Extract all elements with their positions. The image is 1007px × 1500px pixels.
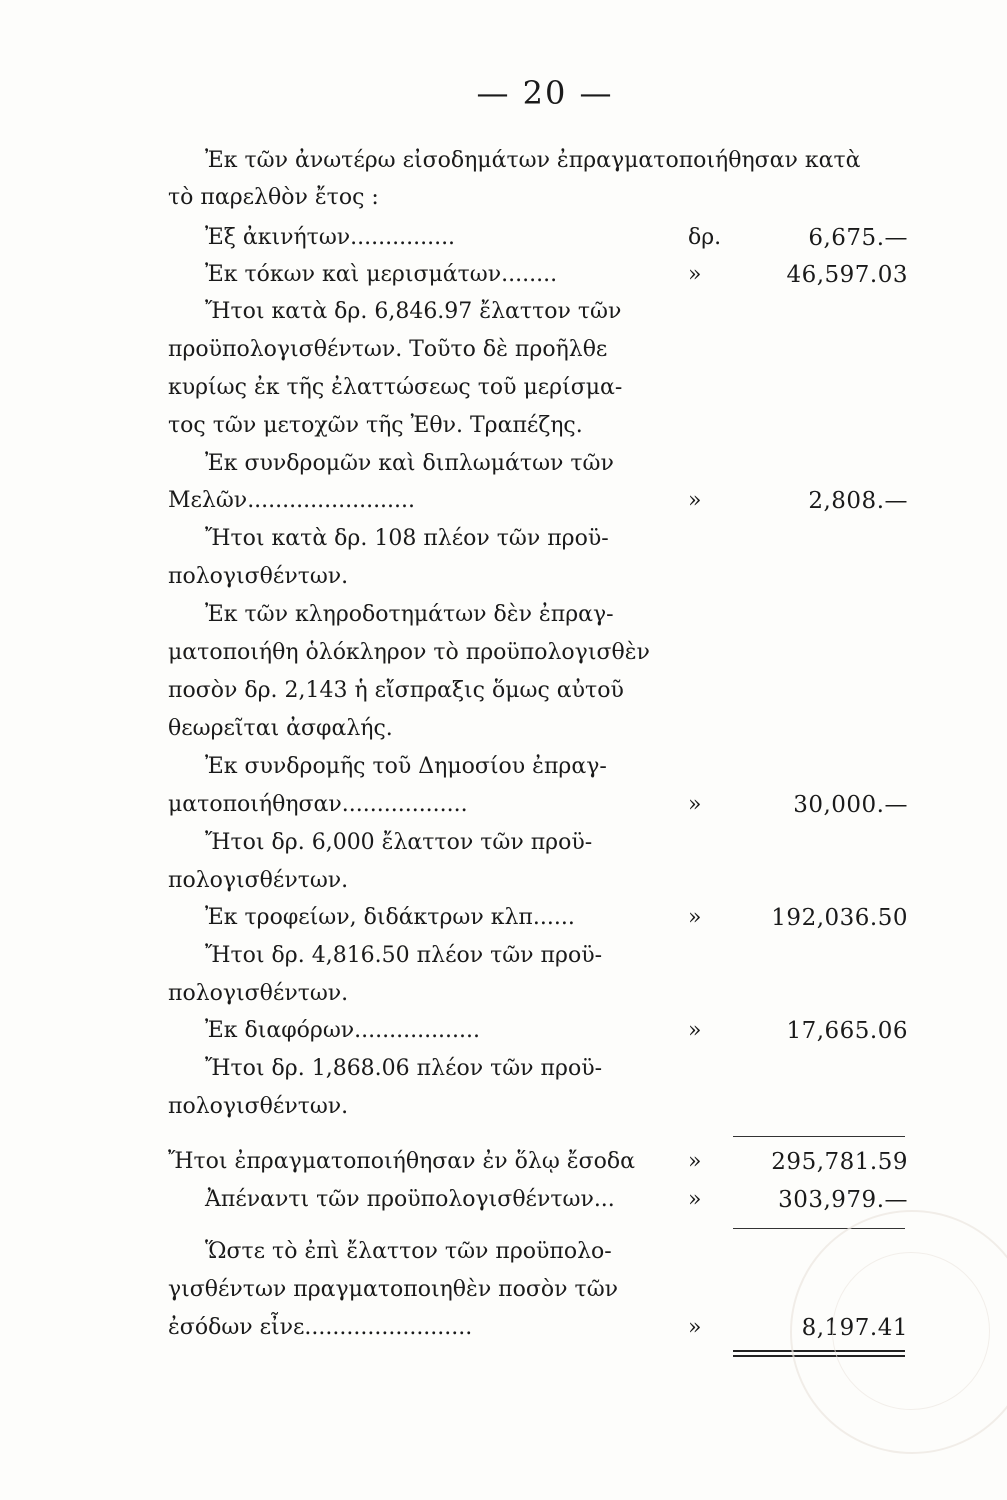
note-line: τος τῶν μετοχῶν τῆς Ἐθν. Τραπέζης. bbox=[168, 413, 583, 438]
note-line: Ἤτοι δρ. 6,000 ἔλαττον τῶν προϋ- bbox=[205, 830, 593, 855]
total-amount: 295,781.59 bbox=[771, 1149, 908, 1175]
currency-mark: » bbox=[688, 792, 702, 817]
note-line: πολογισθέντων. bbox=[168, 868, 349, 893]
klirodotimaton-line: Ἐκ τῶν κληροδοτημάτων δὲν ἐπραγ- bbox=[205, 602, 614, 627]
entry-trofeion bbox=[168, 902, 908, 934]
dot-leader: ........................ bbox=[304, 1315, 473, 1340]
currency-mark: » bbox=[688, 1018, 702, 1043]
dot-leader: ........................ bbox=[247, 488, 416, 513]
intro-line-2: τὸ παρελθὸν ἔτος : bbox=[168, 185, 379, 210]
note-line: Ἤτοι δρ. 4,816.50 πλέον τῶν προϋ- bbox=[205, 943, 602, 968]
total-realized bbox=[168, 1146, 908, 1178]
dot-leader: .................. bbox=[354, 1018, 481, 1043]
entry-amount: 6,675.— bbox=[808, 225, 908, 251]
note-line: Ἤτοι κατὰ δρ. 6,846.97 ἔλαττον τῶν bbox=[205, 299, 622, 324]
entry-amount: 30,000.— bbox=[793, 792, 908, 818]
currency-mark: » bbox=[688, 1149, 702, 1174]
entry-amount: 192,036.50 bbox=[771, 905, 908, 931]
intro-line-1: Ἐκ τῶν ἀνωτέρω εἰσοδημάτων ἐπραγματοποιήθησαν κατὰ bbox=[205, 148, 861, 173]
klirodotimaton-line: ποσὸν δρ. 2,143 ἡ εἴσπραξις ὅμως αὐτοῦ bbox=[168, 678, 624, 703]
dot-leader: ...... bbox=[532, 905, 575, 930]
library-seal-inner-ring bbox=[832, 1252, 990, 1410]
entry-label: Μελῶν bbox=[168, 488, 248, 513]
note-line: Ἤτοι κατὰ δρ. 108 πλέον τῶν προϋ- bbox=[205, 526, 609, 551]
entry-dimosiou bbox=[168, 789, 908, 821]
total-label: Ἀπέναντι τῶν προϋπολογισθέντων... bbox=[205, 1187, 615, 1212]
entry-label: ματοποιήθησαν bbox=[168, 792, 342, 817]
shortfall-line-2: γισθέντων πραγματοποιηθὲν ποσὸν τῶν bbox=[168, 1277, 619, 1302]
entry-dimosiou-line-1: Ἐκ συνδρομῆς τοῦ Δημοσίου ἐπραγ- bbox=[205, 754, 607, 779]
note-line: πολογισθέντων. bbox=[168, 564, 349, 589]
currency-mark: » bbox=[688, 262, 702, 287]
entry-akiniton bbox=[168, 222, 908, 254]
note-line: προϋπολογισθέντων. Τοῦτο δὲ προῆλθε bbox=[168, 337, 608, 362]
entry-syndromon bbox=[168, 485, 908, 517]
shortfall-line-1: Ὥστε τὸ ἐπὶ ἔλαττον τῶν προϋπολο- bbox=[205, 1239, 612, 1264]
page-number: — 20 — bbox=[476, 74, 614, 112]
note-line: πολογισθέντων. bbox=[168, 1094, 349, 1119]
klirodotimaton-line: θεωρεῖται ἀσφαλής. bbox=[168, 716, 393, 741]
currency-mark: » bbox=[688, 1315, 702, 1340]
note-line: Ἤτοι δρ. 1,868.06 πλέον τῶν προϋ- bbox=[205, 1056, 602, 1081]
entry-diaforon bbox=[168, 1015, 908, 1047]
currency-mark: » bbox=[688, 905, 702, 930]
sum-rule bbox=[733, 1136, 905, 1137]
note-line: πολογισθέντων. bbox=[168, 981, 349, 1006]
entry-amount: 2,808.— bbox=[808, 488, 908, 514]
entry-label: Ἐκ τροφείων, διδάκτρων κλπ bbox=[205, 905, 533, 930]
total-budgeted bbox=[168, 1184, 908, 1216]
klirodotimaton-line: ματοποιήθη ὁλόκληρον τὸ προϋπολογισθὲν bbox=[168, 640, 650, 665]
note-line: κυρίως ἐκ τῆς ἐλαττώσεως τοῦ μερίσμα- bbox=[168, 375, 623, 400]
entry-syndromon-line-1: Ἐκ συνδρομῶν καὶ διπλωμάτων τῶν bbox=[205, 451, 614, 476]
dot-leader: .................. bbox=[341, 792, 468, 817]
entry-label: Ἐξ ἀκινήτων bbox=[205, 225, 351, 250]
entry-tokon bbox=[168, 259, 908, 291]
total-label: ἐσόδων εἶνε bbox=[168, 1315, 305, 1340]
entry-amount: 17,665.06 bbox=[786, 1018, 908, 1044]
currency-mark: δρ. bbox=[688, 225, 722, 250]
entry-label: Ἐκ τόκων καὶ μερισμάτων bbox=[205, 262, 502, 287]
entry-label: Ἐκ διαφόρων bbox=[205, 1018, 355, 1043]
total-label: Ἤτοι ἐπραγματοποιήθησαν ἐν ὅλῳ ἔσοδα bbox=[168, 1149, 635, 1174]
dot-leader: ........ bbox=[501, 262, 558, 287]
total-amount: 8,197.41 bbox=[801, 1315, 908, 1341]
total-amount: 303,979.— bbox=[778, 1187, 908, 1213]
currency-mark: » bbox=[688, 488, 702, 513]
entry-amount: 46,597.03 bbox=[786, 262, 908, 288]
currency-mark: » bbox=[688, 1187, 702, 1212]
dot-leader: ............... bbox=[350, 225, 456, 250]
